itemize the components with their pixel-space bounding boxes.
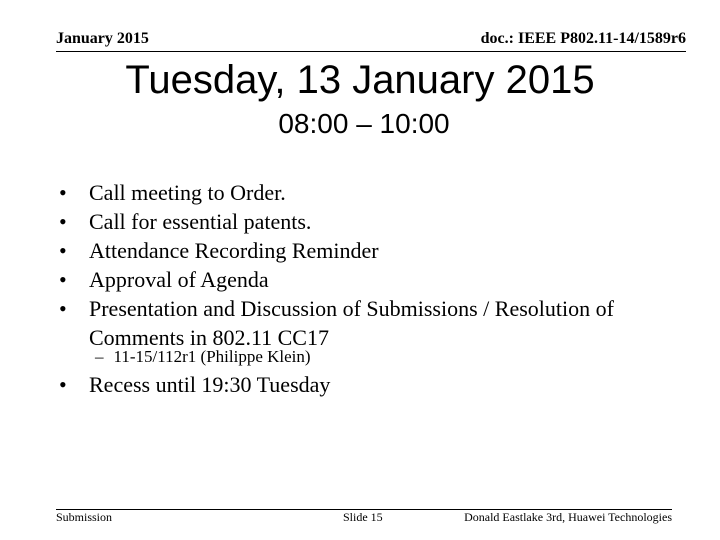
agenda-item <box>56 178 696 207</box>
agenda-item-text: Call meeting to Order. <box>89 180 286 205</box>
agenda-item <box>56 236 696 265</box>
agenda-item-text: Call for essential patents. <box>89 209 312 234</box>
dash-icon: – <box>95 347 104 366</box>
bullet-icon: • <box>59 238 67 263</box>
bullet-icon: • <box>59 180 67 205</box>
agenda-item-text: Presentation and Discussion of Submissions / Resolution of Comments in 802.11 CC17 <box>89 296 614 350</box>
agenda-sub-list <box>95 344 311 370</box>
agenda-list <box>56 178 696 352</box>
slide-title: Tuesday, 13 January 2015 <box>125 58 595 102</box>
footer-submission: Submission <box>56 510 113 524</box>
recess-item <box>56 370 330 399</box>
bullet-icon: • <box>59 296 67 321</box>
footer-author: Donald Eastlake 3rd, Huawei Technologies <box>464 510 672 524</box>
slide-subtitle: 08:00 – 10:00 <box>278 108 450 139</box>
agenda-item <box>56 265 696 294</box>
header-rule <box>56 51 686 52</box>
agenda-sub-item <box>95 344 311 370</box>
agenda-item-text: Approval of Agenda <box>89 267 269 292</box>
bullet-icon: • <box>59 209 67 234</box>
bullet-icon: • <box>59 267 67 292</box>
agenda-item-text: Attendance Recording Reminder <box>89 238 379 263</box>
agenda-sub-item-text: 11-15/112r1 (Philippe Klein) <box>113 347 311 366</box>
recess-text: Recess until 19:30 Tuesday <box>89 372 331 397</box>
agenda-item <box>56 207 696 236</box>
footer-slide-number: Slide 15 <box>343 510 383 524</box>
bullet-icon: • <box>59 372 67 397</box>
header-date: January 2015 <box>56 30 149 47</box>
header-doc-id: doc.: IEEE P802.11-14/1589r6 <box>480 30 686 47</box>
